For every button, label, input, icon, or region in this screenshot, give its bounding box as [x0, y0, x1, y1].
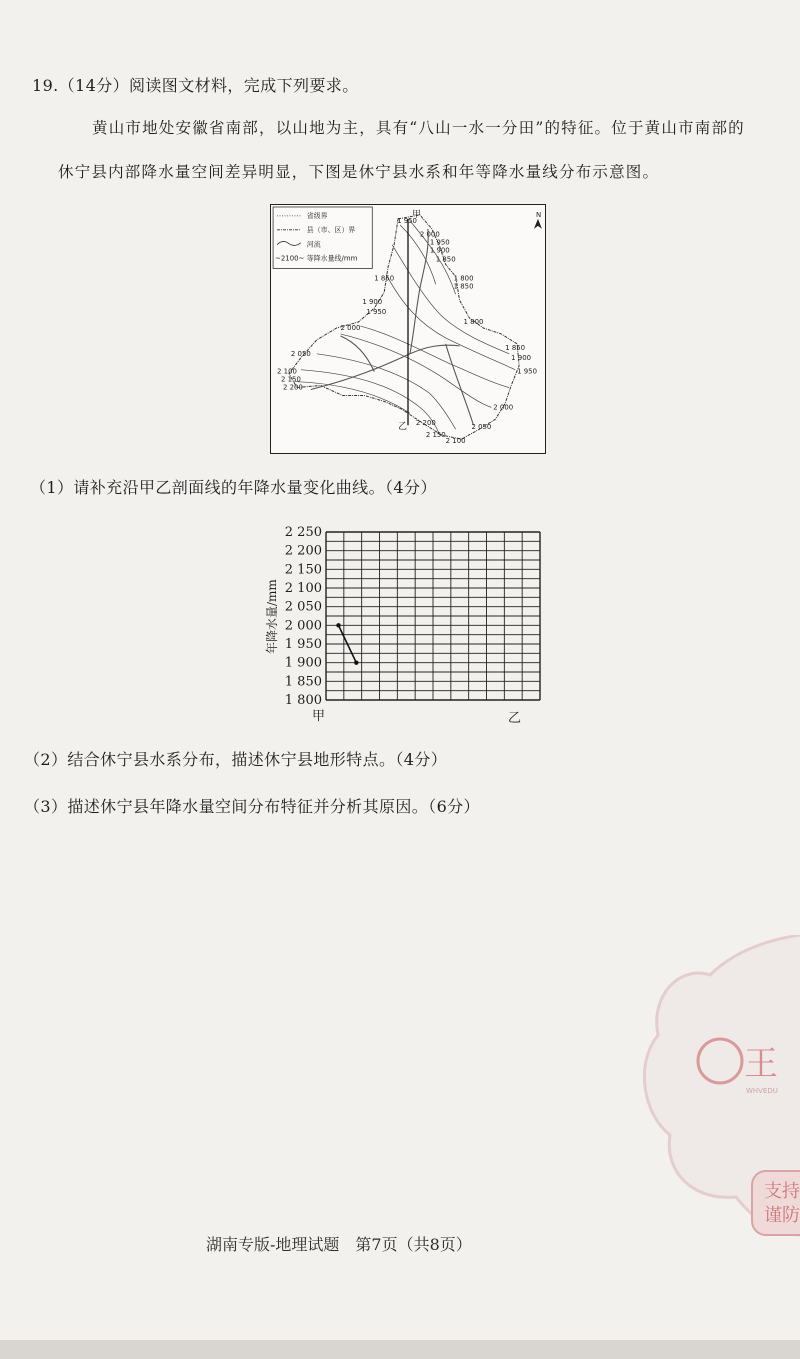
- map-svg: [271, 205, 545, 453]
- chart-grid: [326, 532, 540, 700]
- north-label: N: [535, 210, 542, 219]
- chart-y-tick-label: 2 050: [284, 599, 322, 615]
- chart-y-tick-label: 1 950: [284, 637, 322, 652]
- profile-start-label: 甲: [411, 209, 421, 220]
- isohyet-label: 1 950: [429, 238, 450, 247]
- chart-y-tick-label: 1 850: [284, 674, 322, 690]
- legend-isohyet-sample: ~2100~: [275, 254, 305, 263]
- north-arrow-icon: [534, 219, 542, 229]
- sub-question-2: （2）结合休宁县水系分布，描述休宁县地形特点。（4分）: [24, 750, 448, 769]
- question-intro-line-1: 黄山市地处安徽省南部，以山地为主，具有“八山一水一分田”的特征。位于黄山市南部的: [92, 119, 745, 137]
- chart-y-tick-label: 2 000: [284, 618, 322, 634]
- isohyet-label: 1 900: [362, 298, 383, 307]
- isohyet-label: 1 850: [435, 255, 456, 264]
- scan-edge-strip: [0, 1340, 800, 1359]
- isohyet-label: 1 950: [397, 216, 417, 225]
- legend-county-label: 县（市、区）界: [306, 225, 356, 234]
- isohyet-label: 1 850: [453, 282, 474, 291]
- isohyet-label: 2 000: [493, 403, 514, 412]
- legend-province-label: 省级界: [306, 211, 328, 220]
- chart-y-tick-label: 2 250: [284, 525, 322, 540]
- isohyet-label: 1 950: [366, 308, 387, 317]
- chart-y-tick-label: 2 100: [284, 581, 322, 596]
- isohyet-label: 2 000: [340, 323, 361, 332]
- sub-question-1: （1）请补充沿甲乙剖面线的年降水量变化曲线。（4分）: [30, 478, 437, 497]
- precipitation-profile-chart: [264, 522, 554, 726]
- isohyet-label: 2 200: [415, 419, 436, 428]
- stamp-badge-line-2: 谨防: [764, 1205, 800, 1226]
- stamp-svg: [640, 935, 800, 1265]
- question-header: 19.（14分）阅读图文材料，完成下列要求。: [32, 76, 359, 95]
- chart-data-point: [336, 623, 340, 627]
- chart-y-tick-label: 1 800: [284, 693, 322, 708]
- isohyet-label: 1 850: [374, 274, 395, 283]
- isohyet-label: 2 000: [419, 230, 440, 239]
- isohyet-label: 1 900: [511, 353, 532, 362]
- isohyet-label: 2 050: [471, 423, 492, 432]
- stamp-brand-en: WHVEDU: [746, 1087, 778, 1095]
- chart-y-tick-label: 2 200: [284, 543, 322, 559]
- isohyet-label: 2 050: [290, 349, 311, 358]
- chart-y-axis-label: 年降水量/mm: [265, 579, 279, 654]
- watermark-stamp: [640, 935, 800, 1265]
- isohyet-label: 1 900: [429, 246, 450, 255]
- profile-end-label: 乙: [398, 422, 408, 433]
- chart-x-start-label: 甲: [312, 709, 326, 724]
- chart-y-tick-label: 1 900: [284, 655, 322, 671]
- legend-isohyet-label: 等降水量线/mm: [306, 254, 358, 263]
- isohyet-label: 2 200: [283, 383, 303, 392]
- isohyet-label: 1 800: [463, 318, 484, 327]
- isohyet-label: 1 800: [453, 274, 474, 283]
- legend-river-label: 河流: [306, 240, 321, 249]
- stamp-badge-line-1: 支持: [764, 1181, 800, 1202]
- sub-question-3: （3）描述休宁县年降水量空间分布特征并分析其原因。（6分）: [24, 797, 480, 816]
- page-footer: 湖南专版-地理试题 第7页（共8页）: [206, 1235, 472, 1254]
- isohyet-label: 1 950: [517, 367, 537, 376]
- isohyet-label: 1 850: [505, 343, 526, 352]
- isohyet-label: 2 100: [277, 367, 297, 376]
- isohyet-label: 2 100: [445, 437, 466, 446]
- chart-data-point: [354, 660, 358, 664]
- stamp-brand: 王: [744, 1044, 778, 1084]
- precipitation-map: [270, 204, 546, 454]
- chart-y-ticks: [285, 525, 322, 708]
- chart-svg: [264, 522, 554, 726]
- isohyet-label: 2 150: [281, 375, 301, 384]
- question-intro-line-2: 休宁县内部降水量空间差异明显，下图是休宁县水系和年等降水量线分布示意图。: [58, 163, 660, 181]
- chart-y-tick-label: 2 150: [284, 562, 322, 578]
- chart-x-end-label: 乙: [508, 711, 522, 726]
- isohyet-label: 2 150: [425, 431, 446, 440]
